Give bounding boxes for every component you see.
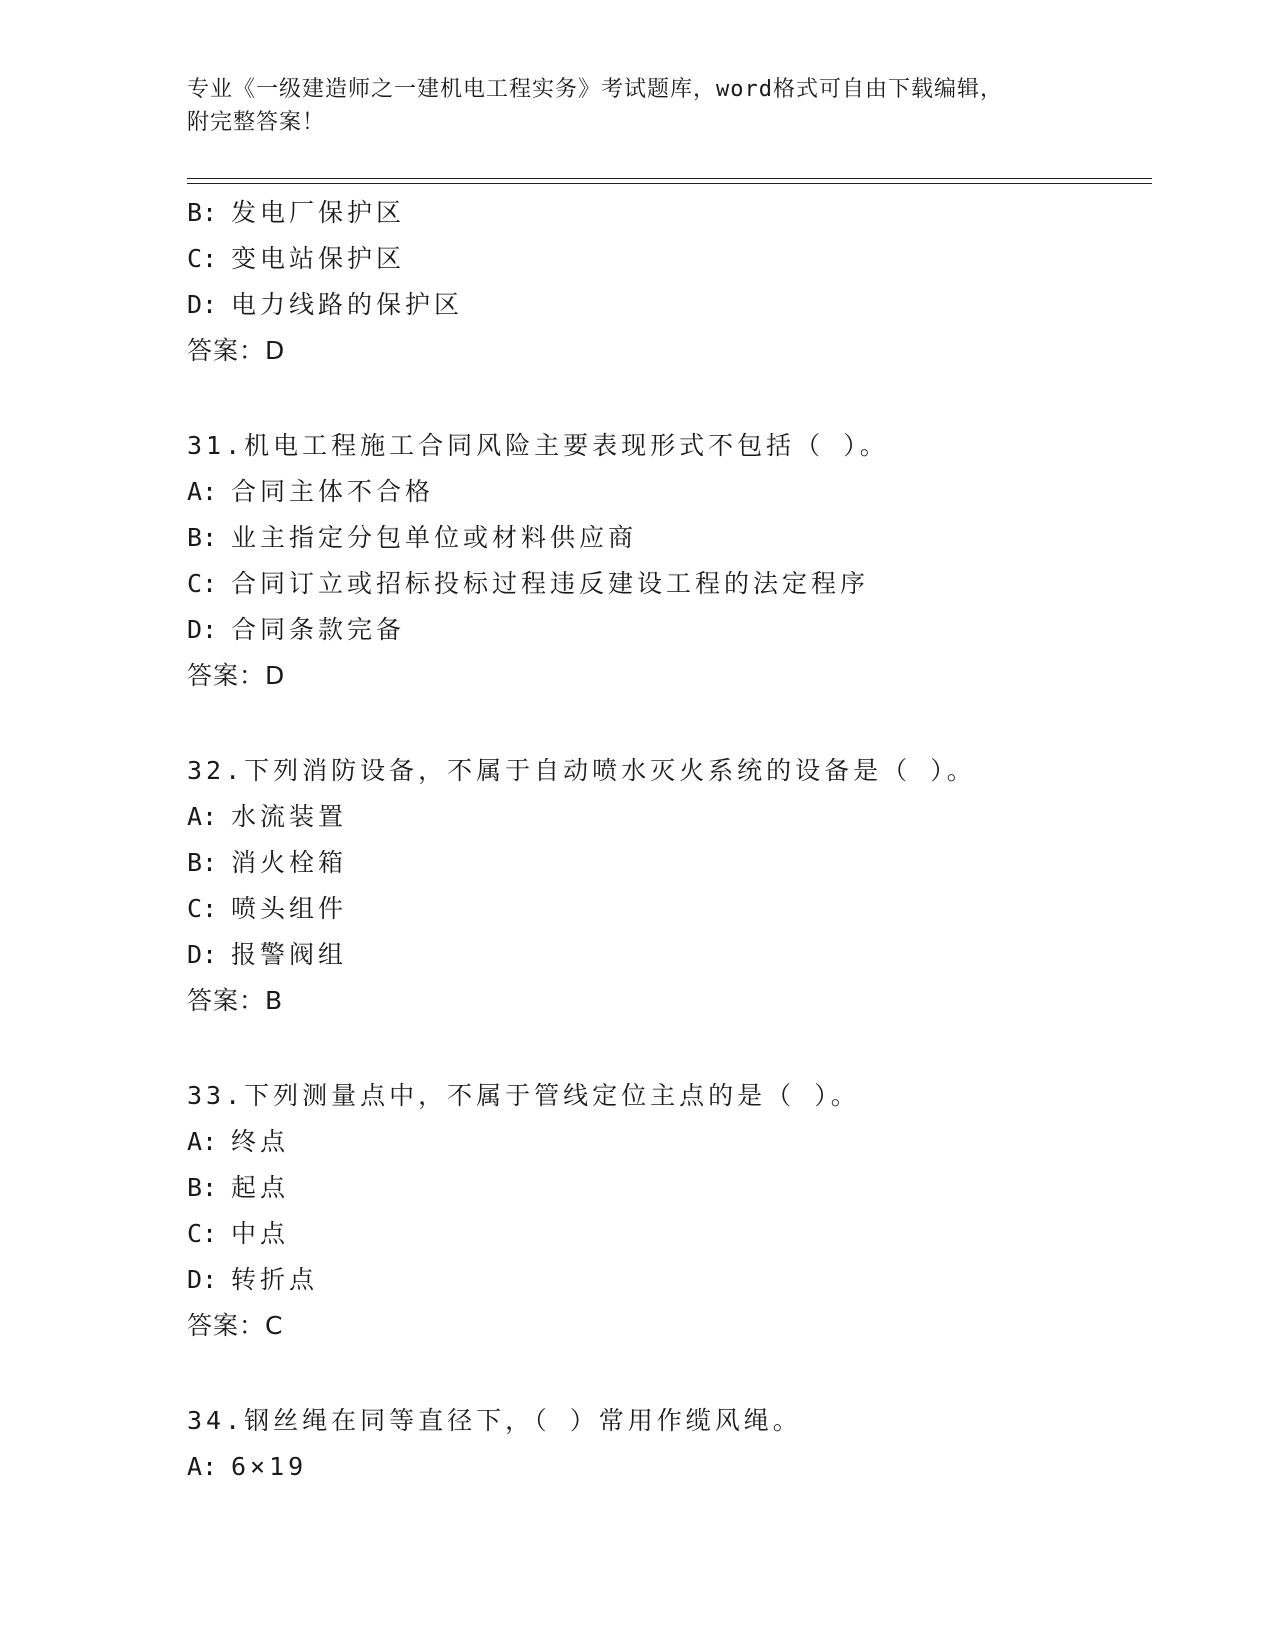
option-text: 合同主体不合格 xyxy=(231,477,435,506)
option-text: 合同订立或招标投标过程违反建设工程的法定程序 xyxy=(231,569,870,598)
option-letter: C: xyxy=(187,894,218,923)
option-c xyxy=(187,236,1187,282)
option-letter: A: xyxy=(187,1127,218,1156)
option-letter: A: xyxy=(187,477,218,506)
option-letter: B: xyxy=(187,1173,218,1202)
option-d xyxy=(187,607,1187,653)
question-stem: 34.钢丝绳在同等直径下，（ ）常用作缆风绳。 xyxy=(187,1406,802,1435)
document-header xyxy=(187,73,1087,139)
option-text: 变电站保护区 xyxy=(231,244,406,273)
option-c xyxy=(187,561,1187,607)
option-letter: C: xyxy=(187,569,218,598)
option-d xyxy=(187,932,1187,978)
option-letter: C: xyxy=(187,1219,218,1248)
header-rule-top xyxy=(187,178,1152,179)
option-text: 业主指定分包单位或材料供应商 xyxy=(231,523,638,552)
option-letter: D: xyxy=(187,1265,218,1294)
question-31 xyxy=(187,423,1187,699)
option-b xyxy=(187,515,1187,561)
option-text: 报警阀组 xyxy=(231,940,348,969)
option-letter: B: xyxy=(187,523,218,552)
option-letter: D: xyxy=(187,615,218,644)
option-text: 合同条款完备 xyxy=(231,615,406,644)
answer-line: 答案：B xyxy=(187,986,284,1015)
header-line-1: 专业《一级建造师之一建机电工程实务》考试题库，word格式可自由下载编辑， xyxy=(187,77,1003,102)
option-d xyxy=(187,282,1187,328)
option-b xyxy=(187,840,1187,886)
option-a xyxy=(187,794,1187,840)
question-34 xyxy=(187,1398,1187,1490)
option-text: 转折点 xyxy=(231,1265,319,1294)
option-b xyxy=(187,190,1187,236)
answer-line: 答案：D xyxy=(187,336,286,365)
option-c xyxy=(187,886,1187,932)
header-rule-bottom xyxy=(187,183,1152,184)
option-letter: C: xyxy=(187,244,218,273)
question-stem: 31.机电工程施工合同风险主要表现形式不包括（ ）。 xyxy=(187,431,889,460)
option-d xyxy=(187,1257,1187,1303)
answer-line: 答案：D xyxy=(187,661,286,690)
spacer xyxy=(187,1024,1187,1073)
question-stem: 33.下列测量点中，不属于管线定位主点的是（ ）。 xyxy=(187,1081,860,1110)
question-33 xyxy=(187,1073,1187,1349)
question-32 xyxy=(187,748,1187,1024)
option-a xyxy=(187,1119,1187,1165)
question-content xyxy=(187,190,1187,1490)
option-text: 发电厂保护区 xyxy=(231,198,406,227)
option-a xyxy=(187,1444,1187,1490)
option-letter: A: xyxy=(187,802,218,831)
option-text: 喷头组件 xyxy=(231,894,348,923)
spacer xyxy=(187,1349,1187,1398)
option-text: 水流装置 xyxy=(231,802,348,831)
answer-line: 答案：C xyxy=(187,1311,284,1340)
continued-question xyxy=(187,190,1187,374)
option-b xyxy=(187,1165,1187,1211)
header-line-2: 附完整答案！ xyxy=(187,110,326,135)
option-letter: B: xyxy=(187,848,218,877)
option-text: 终点 xyxy=(231,1127,290,1156)
option-text: 电力线路的保护区 xyxy=(231,290,464,319)
option-text: 6×19 xyxy=(231,1452,308,1481)
option-letter: B: xyxy=(187,198,218,227)
option-letter: A: xyxy=(187,1452,218,1481)
option-letter: D: xyxy=(187,290,218,319)
option-text: 消火栓箱 xyxy=(231,848,348,877)
option-text: 起点 xyxy=(231,1173,290,1202)
option-a xyxy=(187,469,1187,515)
spacer xyxy=(187,374,1187,423)
option-letter: D: xyxy=(187,940,218,969)
question-stem: 32.下列消防设备，不属于自动喷水灭火系统的设备是（ ）。 xyxy=(187,756,976,785)
option-c xyxy=(187,1211,1187,1257)
spacer xyxy=(187,699,1187,748)
option-text: 中点 xyxy=(231,1219,290,1248)
